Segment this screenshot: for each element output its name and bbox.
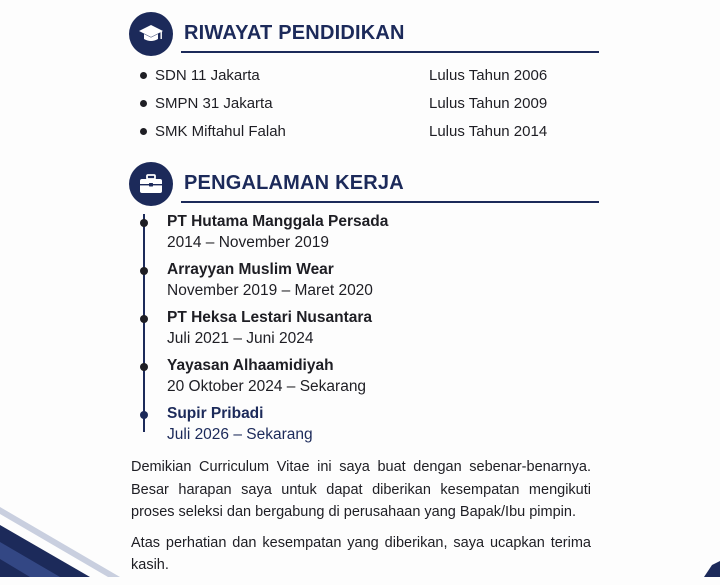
experience-period: 20 Oktober 2024 – Sekarang bbox=[167, 378, 367, 395]
experience-period: Juli 2021 – Juni 2024 bbox=[167, 330, 314, 347]
bullet-icon bbox=[140, 100, 147, 107]
closing-paragraph: Atas perhatian dan kesempatan yang diberikan, saya ucapkan terima kasih. bbox=[131, 534, 591, 573]
timeline-dot-icon bbox=[140, 219, 148, 227]
education-school: SMPN 31 Jakarta bbox=[155, 95, 273, 112]
education-year: Lulus Tahun 2014 bbox=[429, 123, 548, 140]
timeline-dot-icon bbox=[140, 363, 148, 371]
education-school: SMK Miftahul Falah bbox=[155, 123, 286, 140]
graduation-cap-icon bbox=[129, 12, 173, 56]
education-school: SDN 11 Jakarta bbox=[155, 67, 260, 84]
experience-company: PT Heksa Lestari Nusantara bbox=[167, 309, 373, 326]
experience-item bbox=[140, 404, 580, 452]
education-list bbox=[140, 64, 560, 148]
experience-period: Juli 2026 – Sekarang bbox=[167, 426, 313, 443]
closing-paragraph: Demikian Curriculum Vitae ini saya buat dengan sebenar-benarnya. Besar harapan saya untuk dapat diberikan kesempatan mengikuti proses seleksi dan bergabung di perusahaan yang Bapak/Ibu pimpin. bbox=[131, 459, 591, 520]
education-title: RIWAYAT PENDIDIKAN bbox=[184, 22, 405, 44]
experience-item bbox=[140, 212, 580, 260]
experience-item bbox=[140, 356, 580, 404]
experience-company: Supir Pribadi bbox=[167, 405, 264, 422]
experience-period: 2014 – November 2019 bbox=[167, 234, 330, 251]
briefcase-icon bbox=[129, 162, 173, 206]
experience-item bbox=[140, 308, 580, 356]
experience-period: November 2019 – Maret 2020 bbox=[167, 282, 373, 299]
experience-item bbox=[140, 260, 580, 308]
education-item bbox=[140, 120, 560, 148]
experience-company: Yayasan Alhaamidiyah bbox=[167, 357, 334, 374]
experience-company: PT Hutama Manggala Persada bbox=[167, 213, 389, 230]
education-title-rule bbox=[181, 51, 599, 53]
experience-company: Arrayyan Muslim Wear bbox=[167, 261, 334, 278]
education-item bbox=[140, 92, 560, 120]
timeline-dot-icon bbox=[140, 315, 148, 323]
corner-decoration bbox=[0, 487, 720, 577]
timeline-dot-icon bbox=[140, 267, 148, 275]
education-year: Lulus Tahun 2006 bbox=[429, 67, 548, 84]
education-item bbox=[140, 64, 560, 92]
experience-title: PENGALAMAN KERJA bbox=[184, 172, 404, 194]
experience-section-header bbox=[129, 162, 599, 208]
experience-title-rule bbox=[181, 201, 599, 203]
bullet-icon bbox=[140, 128, 147, 135]
education-year: Lulus Tahun 2009 bbox=[429, 95, 548, 112]
timeline-dot-icon bbox=[140, 411, 148, 419]
bullet-icon bbox=[140, 72, 147, 79]
education-section-header bbox=[129, 12, 599, 58]
experience-timeline bbox=[140, 212, 580, 452]
